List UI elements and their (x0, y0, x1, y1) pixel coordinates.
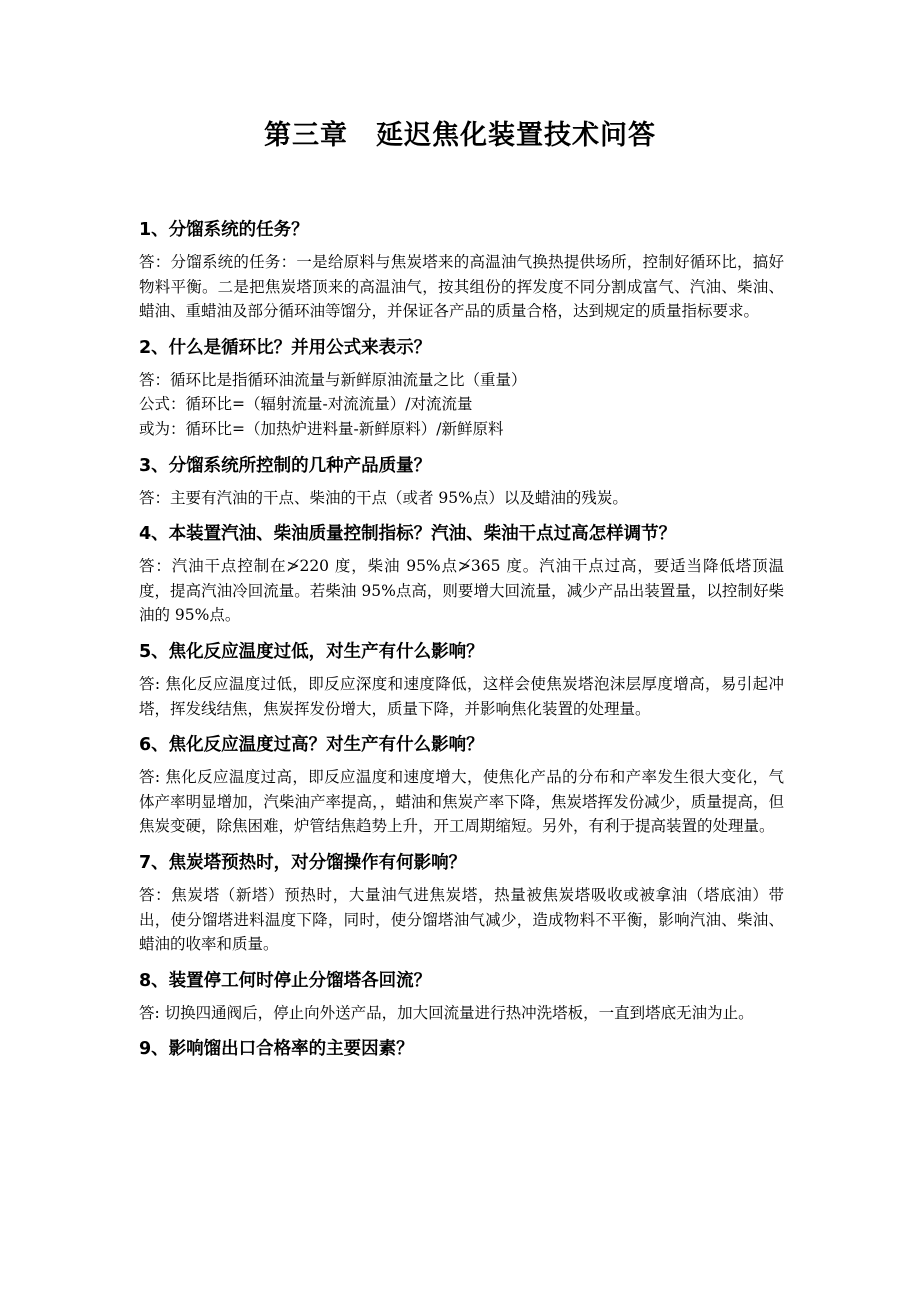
qa-item-1 (139, 216, 784, 324)
answer-line: 答：循环比是指循环油流量与新鲜原油流量之比（重量） (139, 370, 527, 389)
question-heading: 4、本装置汽油、柴油质量控制指标？汽油、柴油干点过高怎样调节？ (139, 524, 677, 545)
formula-line: 公式：循环比=（辐射流量-对流流量）/对流流量 (139, 395, 473, 414)
answer-text: 答：主要有汽油的干点、柴油的干点（或者 95%点）以及蜡油的残炭。 (139, 488, 628, 507)
answer-text: 答: 焦化反应温度过低，即反应深度和速度降低，这样会使焦炭塔泡沫层厚度增高，易引起冲塔，挥发线结焦，焦炭挥发份增大，质量下降，并影响焦化装置的处理量。 (139, 674, 784, 718)
qa-item-8 (139, 967, 784, 1026)
qa-item-7 (139, 849, 784, 957)
question-heading: 5、焦化反应温度过低，对生产有什么影响？ (139, 641, 484, 662)
question-heading: 2、什么是循环比？并用公式来表示？ (139, 337, 432, 358)
question-heading: 1、分馏系统的任务？ (139, 220, 309, 240)
qa-list (139, 216, 784, 1069)
question-heading: 8、装置停工何时停止分馏塔各回流？ (139, 970, 432, 991)
question-heading: 7、焦炭塔预热时，对分馏操作有何影响？ (139, 852, 467, 873)
answer-text: 答：汽油干点控制在≯220 度，柴油 95%点≯365 度。汽油干点过高，要适当降低塔顶温度，提高汽油冷回流量。若柴油 95%点高，则要增大回流量，减少产品出装置量，以控制好柴油的 95%点。 (139, 557, 784, 625)
qa-item-6 (139, 731, 784, 839)
qa-item-3 (139, 452, 784, 511)
answer-text: 答：焦炭塔（新塔）预热时，大量油气进焦炭塔，热量被焦炭塔吸收或被拿油（塔底油）带出，使分馏塔进料温度下降，同时，使分馏塔油气减少，造成物料不平衡，影响汽油、柴油、蜡油的收率和质量。 (139, 885, 784, 954)
qa-item-4 (139, 520, 784, 628)
answer-text: 答: 切换四通阀后，停止向外送产品，加大回流量进行热冲洗塔板，一直到塔底无油为止。 (139, 1003, 754, 1022)
qa-item-5 (139, 638, 784, 721)
page-title: 第三章 延迟焦化装置技术问答 (264, 120, 656, 151)
answer-text: 答：分馏系统的任务：一是给原料与焦炭塔来的高温油气换热提供场所，控制好循环比，搞好物料平衡。二是把焦炭塔顶来的高温油气，按其组份的挥发度不同分割成富气、汽油、柴油、蜡油、重蜡油及部分循环油等馏分，并保证各产品的质量合格，达到规定的质量指标要求。 (139, 253, 784, 321)
question-heading: 6、焦化反应温度过高？对生产有什么影响？ (139, 735, 484, 756)
qa-item-9 (139, 1035, 784, 1063)
answer-text (139, 368, 784, 442)
question-heading: 9、影响馏出口合格率的主要因素？ (139, 1039, 414, 1060)
answer-text: 答: 焦化反应温度过高，即反应温度和速度增大，使焦化产品的分布和产率发生很大变化，气体产率明显增加，汽柴油产率提高，，蜡油和焦炭产率下降，焦炭塔挥发份减少，质量提高，但焦炭变硬，除焦困难，炉管结焦趋势上升，开工周期缩短。另外，有利于提高装置的处理量。 (139, 768, 784, 836)
question-heading: 3、分馏系统所控制的几种产品质量？ (139, 455, 432, 476)
qa-item-2 (139, 334, 784, 442)
formula-alt-line: 或为：循环比=（加热炉进料量-新鲜原料）/新鲜原料 (139, 419, 504, 438)
